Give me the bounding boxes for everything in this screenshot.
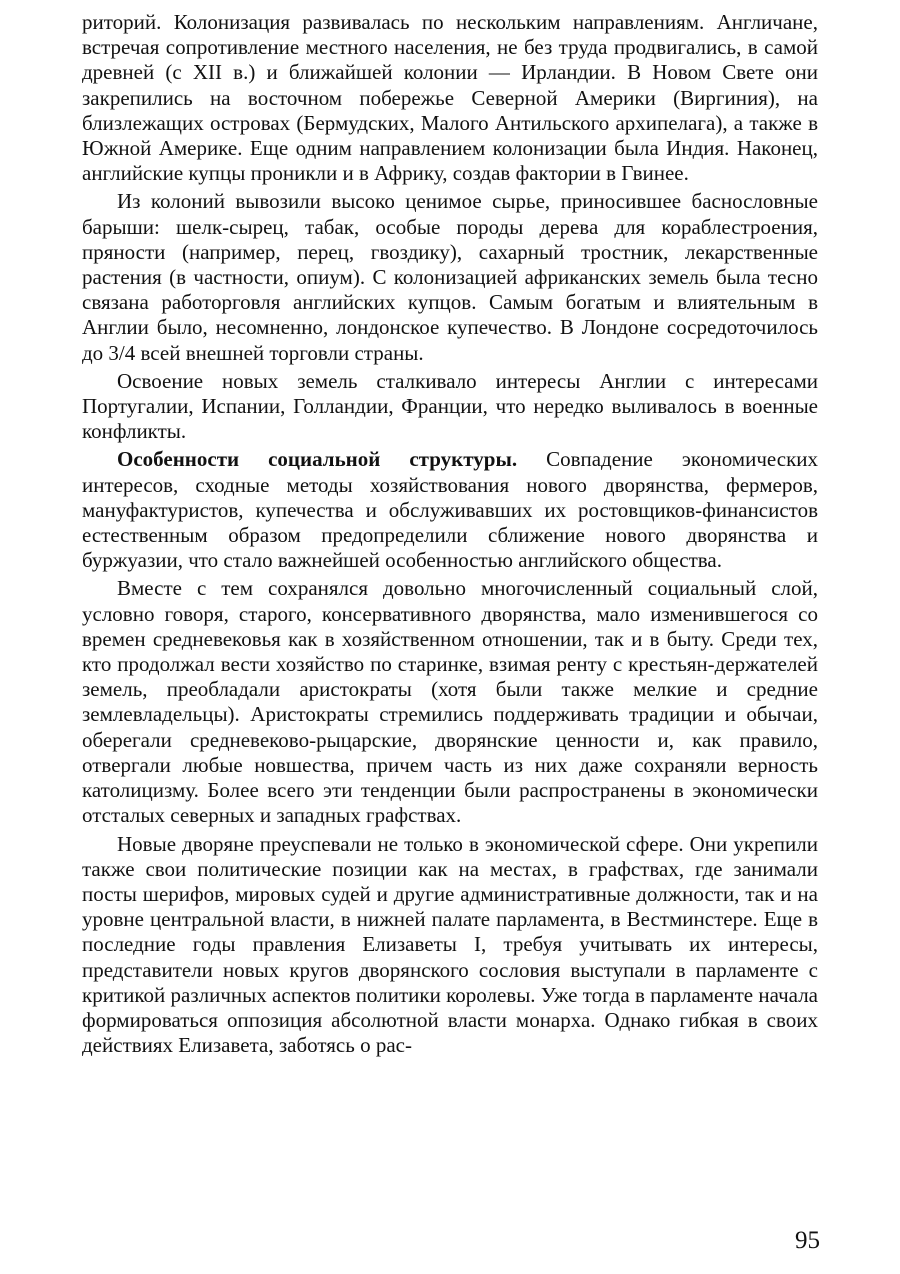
- paragraph-text: Освоение новых земель сталкивало интересы Англии с интересами Португалии, Испании, Голландии, Франции, что нередко выливалось в военные конфликты.: [82, 368, 818, 444]
- paragraph-colonial-trade: [82, 189, 818, 365]
- paragraph-colonial-conflicts: [82, 369, 818, 445]
- paragraph-text: риторий. Колонизация развивалась по нескольким направлениям. Англичане, встречая сопротивление местного населения, не без труда продвигались, в самой древней (с XII в.) и ближайшей колонии — Ирландии. В Новом Свете они закрепились на восточном побережье Северной Америки (Виргиния), на близлежащих островах (Бермудских, Малого Антильского архипелага), а также в Южной Америке. Еще одним направлением колонизации была Индия. Наконец, английские купцы проникли и в Африку, создав фактории в Гвинее.: [82, 10, 818, 186]
- section-heading: Особенности социальной структуры.: [117, 447, 518, 472]
- page-number: 95: [795, 1227, 820, 1254]
- paragraph-old-nobility: [82, 576, 818, 828]
- paragraph-colonization-directions: [82, 10, 818, 186]
- page-body: [82, 10, 818, 1058]
- paragraph-text: Из колоний вывозили высоко ценимое сырье, приносившее баснословные барыши: шелк-сырец, табак, особые породы дерева для кораблестроения, пряности (например, перец, гвоздику), сахарный тростник, лекарственные растения (в частности, опиум). С колонизацией африканских земель была тесно связана работорговля английских купцов. Самым богатым и влиятельным в Англии было, несомненно, лондонское купечество. В Лондоне сосредоточилось до 3/4 всей внешней торговли страны.: [82, 189, 818, 365]
- paragraph-text: Новые дворяне преуспевали не только в экономической сфере. Они укрепили также свои политические позиции как на местах, в графствах, где занимали посты шерифов, мировых судей и другие административные должности, так и на уровне центральной власти, в нижней палате парламента, в Вестминстере. Еще в последние годы правления Елизаветы I, требуя учитывать их интересы, представители новых кругов дворянского сословия выступали в парламенте с критикой различных аспектов политики королевы. Уже тогда в парламенте начала формироваться оппозиция абсолютной власти монарха. Однако гибкая в своих действиях Елизавета, заботясь о рас-: [82, 831, 818, 1058]
- paragraph-new-nobility: [82, 832, 818, 1059]
- paragraph-text: Вместе с тем сохранялся довольно многочисленный социальный слой, условно говоря, старого, консервативного дворянства, мало изменившегося со времен средневековья как в хозяйственном отношении, так и в быту. Среди тех, кто продолжал вести хозяйство по старинке, взимая ренту с крестьян-держателей земель, преобладали аристократы (хотя были также мелкие и средние землевладельцы). Аристократы стремились поддерживать традиции и обычаи, оберегали средневеково-рыцарские, дворянские ценности и, как правило, отвергали любые новшества, причем часть из них даже сохраняли верность католицизму. Более всего эти тенденции были распространены в экономически отсталых северных и западных графствах.: [82, 576, 818, 828]
- paragraph-text: Совпадение экономических интересов, сходные методы хозяйствования нового дворянства, фермеров, мануфактуристов, купечества и обслуживавших их ростовщиков-финансистов естественным образом предопределили сближение нового дворянства и буржуазии, что стало важнейшей особенностью английского общества.: [82, 447, 819, 573]
- paragraph-social-structure: [82, 447, 818, 573]
